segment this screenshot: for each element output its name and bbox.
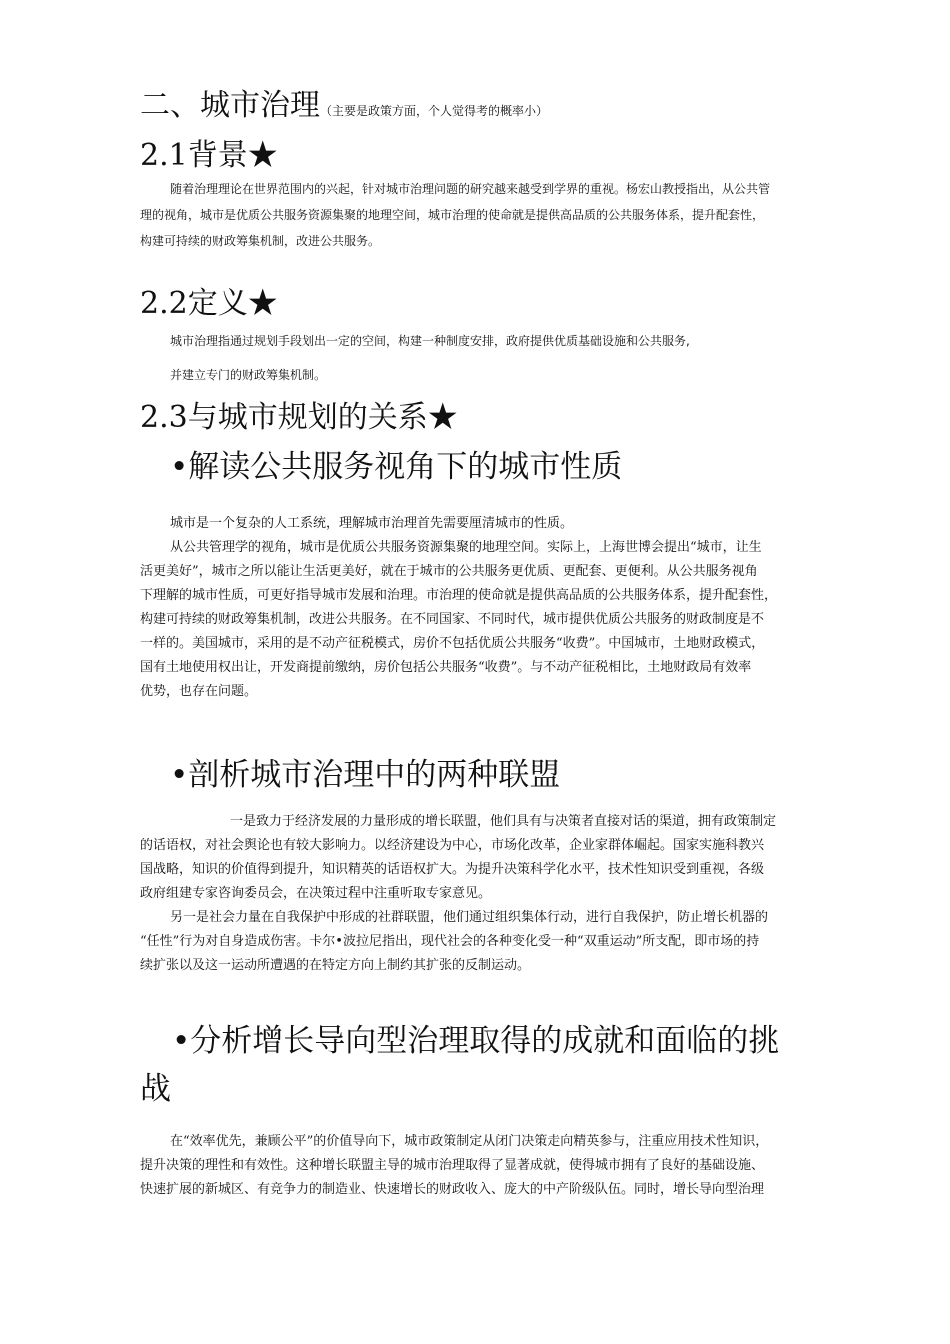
section-title-note: （主要是政策方面，个人觉得考的概率小） [320, 104, 549, 118]
paragraph-line: 在“效率优先，兼顾公平”的价值导向下，城市政策制定从闭门决策走向精英参与，注重应用技术性知识， [170, 1134, 769, 1149]
paragraph-line: 另一是社会力量在自我保护中形成的社群联盟，他们通过组织集体行动，进行自我保护，防止增长机器的 [170, 910, 769, 925]
paragraph-line: 国有土地使用权出让，开发商提前缴纳，房价包括公共服务“收费”。与不动产征税相比，土地财政局有效率 [140, 660, 752, 675]
paragraph-line: “任性”行为对自身造成伤害。卡尔•波拉尼指出，现代社会的各种变化受一种“双重运动”所支配，即市场的持 [140, 934, 760, 949]
paragraph-line: 续扩张以及这一运动所遭遇的在特定方向上制约其扩张的反制运动。 [140, 958, 531, 973]
paragraph-line: 从公共管理学的视角，城市是优质公共服务资源集聚的地理空间。实际上，上海世博会提出“城市，让生 [170, 540, 762, 555]
paragraph-line: 一是致力于经济发展的力量形成的增长联盟，他们具有与决策者直接对话的渠道，拥有政策制定 [230, 814, 777, 829]
paragraph-line: 政府组建专家咨询委员会，在决策过程中注重听取专家意见。 [140, 886, 492, 901]
paragraph-line: 的话语权，对社会舆论也有较大影响力。以经济建设为中心，市场化改革，企业家群体崛起。国家实施科教兴 [140, 838, 765, 853]
paragraph-line: 提升决策的理性和有效性。这种增长联盟主导的城市治理取得了显著成就，使得城市拥有了良好的基础设施、 [140, 1158, 765, 1173]
paragraph-line: 构建可持续的财政筹集机制，改进公共服务。 [140, 234, 381, 248]
paragraph-line: 下理解的城市性质，可更好指导城市发展和治理。市治理的使命就是提供高品质的公共服务体系，提升配套性， [140, 588, 778, 603]
bullet-heading-text: •解读公共服务视角下的城市性质 [170, 449, 623, 485]
paragraph-line: 随着治理理论在世界范围内的兴起，针对城市治理问题的研究越来越受到学界的重视。杨宏山教授指出，从公共管 [170, 182, 771, 196]
paragraph-line: 城市治理指通过规划手段划出一定的空间，构建一种制度安排，政府提供优质基础设施和公共服务, [170, 334, 690, 348]
heading-2-2-text: 2.2定义★ [140, 286, 278, 321]
paragraph-line: 活更美好”，城市之所以能让生活更美好，就在于城市的公共服务更优质、更配套、更便利。从公共服务视角 [140, 564, 758, 579]
bullet-heading-text-continued: 战 [140, 1071, 171, 1107]
heading-2-1-text: 2.1背景★ [140, 138, 278, 173]
bullet-heading-text: •分析增长导向型治理取得的成就和面临的挑 [172, 1023, 780, 1059]
paragraph-line: 构建可持续的财政筹集机制，改进公共服务。在不同国家、不同时代，城市提供优质公共服务的财政制度是不 [140, 612, 765, 627]
section-title-main: 二、城市治理 [140, 88, 320, 123]
paragraph-line: 快速扩展的新城区、有竞争力的制造业、快速增长的财政收入、庞大的中产阶级队伍。同时，增长导向型治理 [140, 1182, 765, 1197]
paragraph-line: 城市是一个复杂的人工系统，理解城市治理首先需要厘清城市的性质。 [170, 516, 574, 531]
paragraph-line: 一样的。美国城市，采用的是不动产征税模式，房价不包括优质公共服务“收费”。中国城市，土地财政模式， [140, 636, 765, 651]
paragraph-line: 优势，也存在问题。 [140, 684, 258, 699]
paragraph-line: 并建立专门的财政筹集机制。 [170, 368, 327, 382]
bullet-heading-text: •剖析城市治理中的两种联盟 [170, 757, 561, 793]
paragraph-line: 理的视角，城市是优质公共服务资源集聚的地理空间，城市治理的使命就是提供高品质的公共服务体系，提升配套性， [140, 208, 765, 222]
paragraph-line: 国战略，知识的价值得到提升，知识精英的话语权扩大。为提升决策科学化水平，技术性知识受到重视，各级 [140, 862, 765, 877]
heading-2-3-text: 2.3与城市规划的关系★ [140, 400, 458, 435]
